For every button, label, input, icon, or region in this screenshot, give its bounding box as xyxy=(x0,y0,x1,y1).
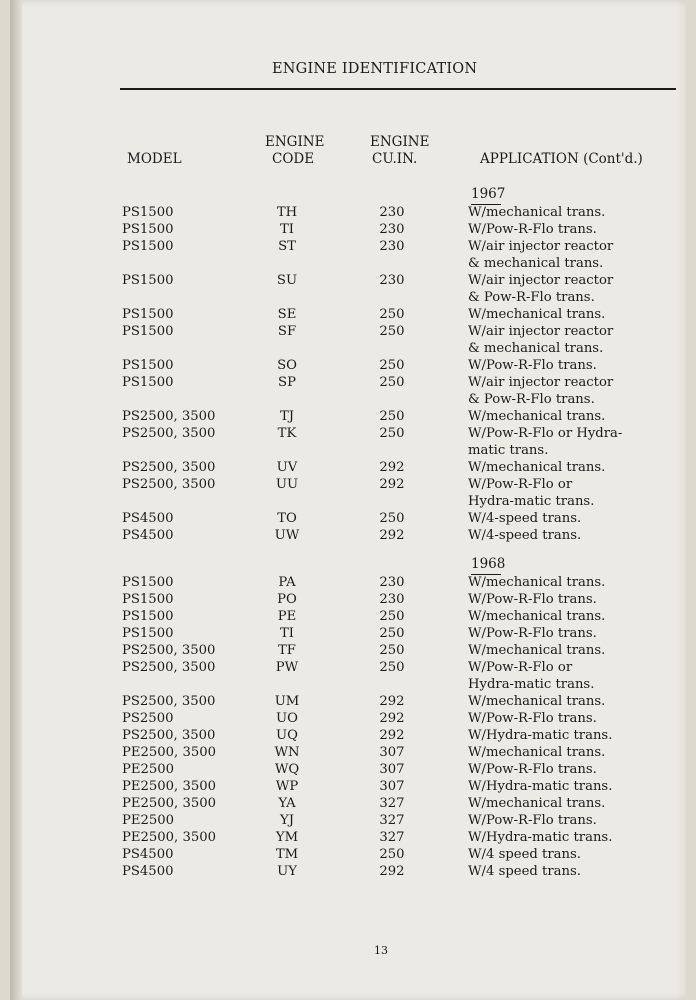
application-cell: & mechanical trans. xyxy=(468,341,604,356)
model-cell: PS1500 xyxy=(122,626,174,641)
table-row xyxy=(10,272,686,289)
cu-in-cell: 250 xyxy=(379,643,405,658)
header-application: APPLICATION (Cont'd.) xyxy=(480,151,643,167)
engine-code-cell: SP xyxy=(278,375,296,390)
cu-in-cell: 327 xyxy=(379,813,405,828)
table-row xyxy=(10,340,686,357)
document-page xyxy=(10,0,686,1000)
engine-code-cell: UY xyxy=(277,864,297,879)
application-cell: W/4-speed trans. xyxy=(468,511,582,526)
cu-in-cell: 292 xyxy=(379,477,405,492)
table-row xyxy=(10,442,686,459)
engine-code-cell: YJ xyxy=(280,813,294,828)
model-cell: PS1500 xyxy=(122,575,174,590)
engine-code-cell: TI xyxy=(279,626,294,641)
model-cell: PS2500, 3500 xyxy=(122,477,216,492)
model-cell: PS2500, 3500 xyxy=(122,694,216,709)
cu-in-cell: 230 xyxy=(379,239,405,254)
application-cell: W/Pow-R-Flo trans. xyxy=(468,592,597,607)
table-row xyxy=(10,744,686,761)
model-cell: PS4500 xyxy=(122,864,174,879)
model-cell: PS2500, 3500 xyxy=(122,409,216,424)
application-cell: W/Hydra-matic trans. xyxy=(468,779,613,794)
model-cell: PS4500 xyxy=(122,847,174,862)
table-row xyxy=(10,476,686,493)
table-row xyxy=(10,676,686,693)
table-row xyxy=(10,795,686,812)
cu-in-cell: 250 xyxy=(379,511,405,526)
model-cell: PS1500 xyxy=(122,324,174,339)
cu-in-cell: 250 xyxy=(379,847,405,862)
engine-code-cell: PW xyxy=(275,660,299,675)
table-row xyxy=(10,323,686,340)
engine-code-cell: TH xyxy=(276,205,298,220)
header-cu-in-line2: CU.IN. xyxy=(372,151,418,167)
application-cell: W/mechanical trans. xyxy=(468,694,606,709)
cu-in-cell: 250 xyxy=(379,660,405,675)
application-cell: W/4-speed trans. xyxy=(468,528,582,543)
table-row xyxy=(10,255,686,272)
cu-in-cell: 292 xyxy=(379,694,405,709)
table-row xyxy=(10,829,686,846)
engine-code-cell: SE xyxy=(277,307,297,322)
model-cell: PS1500 xyxy=(122,307,174,322)
table-row xyxy=(10,527,686,544)
engine-code-cell: SO xyxy=(277,358,297,373)
application-cell: W/Pow-R-Flo or xyxy=(468,477,573,492)
engine-code-cell: UW xyxy=(274,528,300,543)
cu-in-cell: 230 xyxy=(379,575,405,590)
application-cell: W/air injector reactor xyxy=(468,273,614,288)
table-row xyxy=(10,625,686,642)
engine-code-cell: TO xyxy=(277,511,297,526)
table-row xyxy=(10,727,686,744)
engine-code-cell: PO xyxy=(277,592,297,607)
model-cell: PS2500, 3500 xyxy=(122,660,216,675)
engine-code-cell: SF xyxy=(277,324,297,339)
application-cell: W/air injector reactor xyxy=(468,375,614,390)
engine-code-cell: WP xyxy=(275,779,299,794)
engine-code-cell: UM xyxy=(274,694,300,709)
table-row xyxy=(10,693,686,710)
engine-code-cell: UV xyxy=(276,460,298,475)
application-cell: W/Hydra-matic trans. xyxy=(468,830,613,845)
cu-in-cell: 307 xyxy=(379,762,405,777)
application-cell: W/4 speed trans. xyxy=(468,847,581,862)
model-cell: PE2500 xyxy=(122,762,175,777)
engine-code-cell: PA xyxy=(278,575,296,590)
cu-in-cell: 230 xyxy=(379,205,405,220)
model-cell: PS1500 xyxy=(122,205,174,220)
engine-code-cell: ST xyxy=(278,239,296,254)
table-row xyxy=(10,357,686,374)
application-cell: W/4 speed trans. xyxy=(468,864,581,879)
model-cell: PE2500, 3500 xyxy=(122,796,217,811)
header-engine-code-line1: ENGINE xyxy=(265,134,325,150)
table-row xyxy=(10,493,686,510)
cu-in-cell: 250 xyxy=(379,307,405,322)
header-model: MODEL xyxy=(127,151,182,167)
table-row xyxy=(10,204,686,221)
model-cell: PS4500 xyxy=(122,511,174,526)
application-cell: & Pow-R-Flo trans. xyxy=(468,392,595,407)
cu-in-cell: 250 xyxy=(379,626,405,641)
header-engine-code-line2: CODE xyxy=(272,151,315,167)
application-cell: W/mechanical trans. xyxy=(468,745,606,760)
application-cell: W/mechanical trans. xyxy=(468,609,606,624)
model-cell: PS1500 xyxy=(122,375,174,390)
table-row xyxy=(10,761,686,778)
application-cell: Hydra-matic trans. xyxy=(468,677,595,692)
engine-code-cell: TK xyxy=(277,426,297,441)
application-cell: W/Hydra-matic trans. xyxy=(468,728,613,743)
engine-code-cell: PE xyxy=(277,609,297,624)
cu-in-cell: 250 xyxy=(379,426,405,441)
model-cell: PS2500, 3500 xyxy=(122,426,216,441)
cu-in-cell: 250 xyxy=(379,358,405,373)
engine-code-cell: WN xyxy=(274,745,300,760)
application-cell: W/air injector reactor xyxy=(468,324,614,339)
application-cell: & mechanical trans. xyxy=(468,256,604,271)
model-cell: PE2500 xyxy=(122,813,175,828)
page-title: ENGINE IDENTIFICATION xyxy=(272,61,478,77)
table-row xyxy=(10,425,686,442)
table-row xyxy=(10,510,686,527)
model-cell: PS1500 xyxy=(122,239,174,254)
model-cell: PS1500 xyxy=(122,592,174,607)
model-cell: PE2500, 3500 xyxy=(122,745,217,760)
application-cell: & Pow-R-Flo trans. xyxy=(468,290,595,305)
cu-in-cell: 250 xyxy=(379,375,405,390)
cu-in-cell: 292 xyxy=(379,728,405,743)
cu-in-cell: 327 xyxy=(379,796,405,811)
application-cell: W/Pow-R-Flo trans. xyxy=(468,626,597,641)
table-row xyxy=(10,591,686,608)
application-cell: W/Pow-R-Flo or xyxy=(468,660,573,675)
model-cell: PS1500 xyxy=(122,222,174,237)
table-row xyxy=(10,659,686,676)
engine-code-cell: UQ xyxy=(276,728,298,743)
cu-in-cell: 250 xyxy=(379,609,405,624)
application-cell: W/air injector reactor xyxy=(468,239,614,254)
application-cell: W/Pow-R-Flo trans. xyxy=(468,762,597,777)
model-cell: PS1500 xyxy=(122,273,174,288)
cu-in-cell: 327 xyxy=(379,830,405,845)
table-row xyxy=(10,289,686,306)
engine-code-cell: TJ xyxy=(279,409,295,424)
table-row xyxy=(10,812,686,829)
application-cell: W/mechanical trans. xyxy=(468,409,606,424)
table-row xyxy=(10,408,686,425)
engine-code-cell: YM xyxy=(275,830,299,845)
table-row xyxy=(10,374,686,391)
application-cell: W/Pow-R-Flo or Hydra- xyxy=(468,426,623,441)
table-row xyxy=(10,574,686,591)
model-cell: PE2500, 3500 xyxy=(122,779,217,794)
cu-in-cell: 230 xyxy=(379,592,405,607)
application-cell: W/mechanical trans. xyxy=(468,575,606,590)
header-cu-in-line1: ENGINE xyxy=(370,134,430,150)
cu-in-cell: 250 xyxy=(379,409,405,424)
cu-in-cell: 250 xyxy=(379,324,405,339)
table-row xyxy=(10,459,686,476)
application-cell: W/mechanical trans. xyxy=(468,307,606,322)
table-row xyxy=(10,710,686,727)
cu-in-cell: 307 xyxy=(379,779,405,794)
engine-code-cell: SU xyxy=(276,273,298,288)
application-cell: W/mechanical trans. xyxy=(468,643,606,658)
application-cell: W/Pow-R-Flo trans. xyxy=(468,711,597,726)
table-row xyxy=(10,306,686,323)
table-row xyxy=(10,391,686,408)
table-row xyxy=(10,863,686,880)
cu-in-cell: 307 xyxy=(379,745,405,760)
page-number: 13 xyxy=(374,944,388,957)
cu-in-cell: 230 xyxy=(379,222,405,237)
engine-code-cell: TI xyxy=(279,222,294,237)
table-row xyxy=(10,221,686,238)
engine-code-cell: TM xyxy=(275,847,299,862)
engine-code-cell: TF xyxy=(278,643,296,658)
application-cell: Hydra-matic trans. xyxy=(468,494,595,509)
table-row xyxy=(10,238,686,255)
application-cell: W/mechanical trans. xyxy=(468,796,606,811)
table-row xyxy=(10,846,686,863)
engine-code-cell: UU xyxy=(275,477,299,492)
model-cell: PS2500, 3500 xyxy=(122,460,216,475)
model-cell: PS2500 xyxy=(122,711,174,726)
cu-in-cell: 292 xyxy=(379,711,405,726)
engine-code-cell: WQ xyxy=(274,762,300,777)
cu-in-cell: 230 xyxy=(379,273,405,288)
application-cell: W/mechanical trans. xyxy=(468,205,606,220)
application-cell: W/Pow-R-Flo trans. xyxy=(468,222,597,237)
table-row xyxy=(10,608,686,625)
table-row xyxy=(10,778,686,795)
engine-code-cell: YA xyxy=(278,796,296,811)
cu-in-cell: 292 xyxy=(379,864,405,879)
model-cell: PS4500 xyxy=(122,528,174,543)
title-underline xyxy=(120,88,676,90)
application-cell: W/Pow-R-Flo trans. xyxy=(468,813,597,828)
model-cell: PE2500, 3500 xyxy=(122,830,217,845)
year-label-1967: 1967 xyxy=(471,186,506,202)
table-row xyxy=(10,642,686,659)
cu-in-cell: 292 xyxy=(379,528,405,543)
model-cell: PS2500, 3500 xyxy=(122,728,216,743)
cu-in-cell: 292 xyxy=(379,460,405,475)
application-cell: matic trans. xyxy=(468,443,549,458)
model-cell: PS1500 xyxy=(122,609,174,624)
model-cell: PS1500 xyxy=(122,358,174,373)
application-cell: W/Pow-R-Flo trans. xyxy=(468,358,597,373)
engine-code-cell: UO xyxy=(276,711,298,726)
year-label-1968: 1968 xyxy=(471,556,506,572)
model-cell: PS2500, 3500 xyxy=(122,643,216,658)
application-cell: W/mechanical trans. xyxy=(468,460,606,475)
